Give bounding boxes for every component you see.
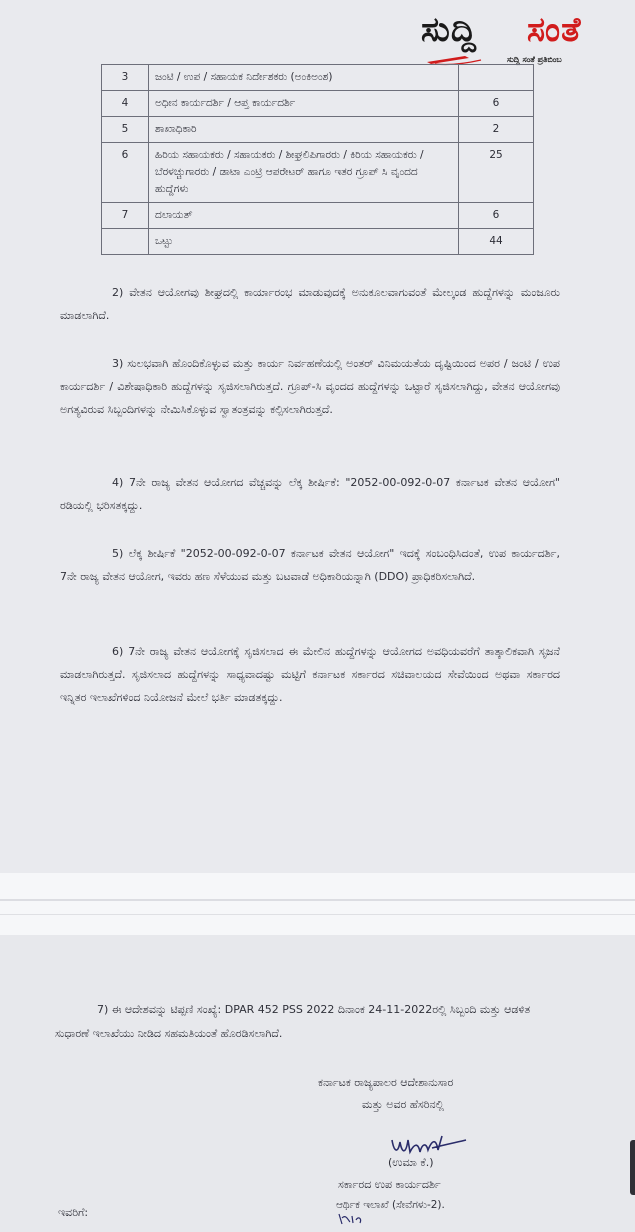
post-count: 44 [459,229,534,255]
row-number [102,229,149,255]
row-number: 5 [102,117,149,143]
post-count: 6 [459,91,534,117]
post-count [459,65,534,91]
signatory-name: (ಉಮಾ ಕೆ.) [388,1156,434,1169]
paragraph-7: 7) ಈ ಆದೇಶವನ್ನು ಟಿಪ್ಪಣಿ ಸಂಖ್ಯೆ: DPAR 452 PSS 2022 ದಿನಾಂಕ 24-11-2022ರಲ್ಲಿ ಸಿಬ್ಬಂದಿ ಮತ್ತು ಆಡಳಿತ ಸುಧಾರಣೆ ಇಲಾಖೆಯು ನೀಡಿದ ಸಹಮತಿಯಂತೆ ಹೊರಡಿಸಲಾಗಿದೆ. [55,1003,531,1040]
suddi-sante-logo [421,8,621,70]
table-row [102,91,534,117]
table-row [102,229,534,255]
post-name: ದಲಾಯತ್ [149,203,459,229]
logo-tagline: ಸುದ್ದಿ ಸಂತೆ ಪ್ರತಿಬಿಂಬ [507,55,562,64]
post-count: 25 [459,143,534,203]
order-line-1: ಕರ್ನಾಟಕ ರಾಜ್ಯಪಾಲರ ಆದೇಶಾನುಸಾರ [318,1076,454,1089]
page-edge-shadow [630,1140,635,1195]
table-row [102,65,534,91]
post-count: 2 [459,117,534,143]
row-number: 6 [102,143,149,203]
post-name: ಹಿರಿಯ ಸಹಾಯಕರು / ಸಹಾಯಕರು / ಶೀಘ್ರಲಿಪಿಗಾರರು / ಕಿರಿಯ ಸಹಾಯಕರು / ಬೆರಳಚ್ಚುಗಾರರು / ಡಾಟಾ ಎಂಟ್ರಿ ಆಪರೇಟರ್ ಹಾಗೂ ಇತರ ಗ್ರೂಪ್ ಸಿ ವೃಂದದ ಹುದ್ದೆಗಳು [149,143,459,203]
recipients-label: ಇವರಿಗೆ: [58,1206,89,1219]
post-name: ಶಾಖಾಧಿಕಾರಿ [149,117,459,143]
posts-table [101,64,534,255]
post-count: 6 [459,203,534,229]
paragraph-2: 2) ವೇತನ ಆಯೋಗವು ಶೀಘ್ರದಲ್ಲಿ ಕಾರ್ಯಾರಂಭ ಮಾಡುವುದಕ್ಕೆ ಅನುಕೂಲವಾಗುವಂತೆ ಮೇಲ್ಕಂಡ ಹುದ್ದೆಗಳನ್ನು ಮಂಜೂರು ಮಾಡಲಾಗಿದೆ. [60,286,560,322]
row-number: 4 [102,91,149,117]
post-name: ಜಂಟಿ / ಉಪ / ಸಹಾಯಕ ನಿರ್ದೇಶಕರು (ಅಂಕಿಅಂಶ) [149,65,459,91]
table-row [102,143,534,203]
post-name: ಅಧೀನ ಕಾರ್ಯದರ್ಶಿ / ಆಪ್ತ ಕಾರ್ಯದರ್ಶಿ [149,91,459,117]
table-row [102,203,534,229]
paragraph-3: 3) ಸುಲಭವಾಗಿ ಹೊಂದಿಕೊಳ್ಳುವ ಮತ್ತು ಕಾರ್ಯ ನಿರ್ವಹಣೆಯಲ್ಲಿ ಅಂತರ್ ವಿನಿಮಯತೆಯ ದೃಷ್ಟಿಯಿಂದ ಅಪರ / ಜಂಟಿ / ಉಪ ಕಾರ್ಯದರ್ಶಿ / ವಿಶೇಷಾಧಿಕಾರಿ ಹುದ್ದೆಗಳನ್ನು ಸೃಜಿಸಲಾಗಿರುತ್ತದೆ. ಗ್ರೂಪ್-ಸಿ ವೃಂದದ ಹುದ್ದೆಗಳನ್ನು ಒಟ್ಟಾರೆ ಸೃಜಿಸಲಾಗಿದ್ದು, ವೇತನ ಆಯೋಗವು ಅಗತ್ಯವಿರುವ ಸಿಬ್ಬಂದಿಗಳನ್ನು ನೇಮಿಸಿಕೊಳ್ಳುವ ಸ್ವಾತಂತ್ರವನ್ನು ಕಲ್ಪಿಸಲಾಗಿರುತ್ತದೆ. [60,357,560,416]
logo-word-1: ಸುದ್ದಿ [421,10,477,50]
order-line-2: ಮತ್ತು ಅವರ ಹೆಸರಿನಲ್ಲಿ [362,1098,444,1111]
post-name: ಒಟ್ಟು [149,229,459,255]
initials-mark [336,1210,366,1226]
paragraph-4: 4) 7ನೇ ರಾಜ್ಯ ವೇತನ ಆಯೋಗದ ವೆಚ್ಚವನ್ನು ಲೆಕ್ಕ ಶೀರ್ಷಿಕೆ: "2052-00-092-0-07 ಕರ್ನಾಟಕ ವೇತನ ಆಯೋಗ" ರಡಿಯಲ್ಲಿ ಭರಿಸತಕ್ಕದ್ದು. [60,476,560,512]
signatory-department: ಆರ್ಥಿಕ ಇಲಾಖೆ (ಸೇವೆಗಳು-2). [336,1199,445,1211]
table-row [102,117,534,143]
paragraph-6: 6) 7ನೇ ರಾಜ್ಯ ವೇತನ ಆಯೋಗಕ್ಕೆ ಸೃಜಿಸಲಾದ ಈ ಮೇಲಿನ ಹುದ್ದೆಗಳನ್ನು ಆಯೋಗದ ಅವಧಿಯವರೆಗೆ ತಾತ್ಕಾಲಿಕವಾಗಿ ಸೃಜನೆ ಮಾಡಲಾಗಿರುತ್ತದೆ. ಸೃಜಿಸಲಾದ ಹುದ್ದೆಗಳನ್ನು ಸಾಧ್ಯವಾದಷ್ಟು ಮಟ್ಟಿಗೆ ಕರ್ನಾಟಕ ಸರ್ಕಾರದ ಸಚಿವಾಲಯದ ಸೇವೆಯಿಂದ ಅಥವಾ ಸರ್ಕಾರದ ಇನ್ನಿತರ ಇಲಾಖೆಗಳಿಂದ ನಿಯೋಜನೆ ಮೇಲೆ ಭರ್ತಿ ಮಾಡತಕ್ಕದ್ದು. [60,645,560,704]
row-number: 3 [102,65,149,91]
row-number: 7 [102,203,149,229]
paragraph-5: 5) ಲೆಕ್ಕ ಶೀರ್ಷಿಕೆ "2052-00-092-0-07 ಕರ್ನಾಟಕ ವೇತನ ಆಯೋಗ" ಇದಕ್ಕೆ ಸಂಬಂಧಿಸಿದಂತೆ, ಉಪ ಕಾರ್ಯದರ್ಶಿ, 7ನೇ ರಾಜ್ಯ ವೇತನ ಆಯೋಗ, ಇವರು ಹಣ ಸೆಳೆಯುವ ಮತ್ತು ಬಟವಾಡೆ ಅಧಿಕಾರಿಯನ್ನಾಗಿ (DDO) ಪ್ರಾಧಿಕರಿಸಲಾಗಿದೆ. [60,547,560,583]
page-separator [0,873,635,935]
signatory-designation: ಸರ್ಕಾರದ ಉಪ ಕಾರ್ಯದರ್ಶಿ [338,1178,441,1191]
logo-word-2: ಸಂತೆ [527,10,582,50]
